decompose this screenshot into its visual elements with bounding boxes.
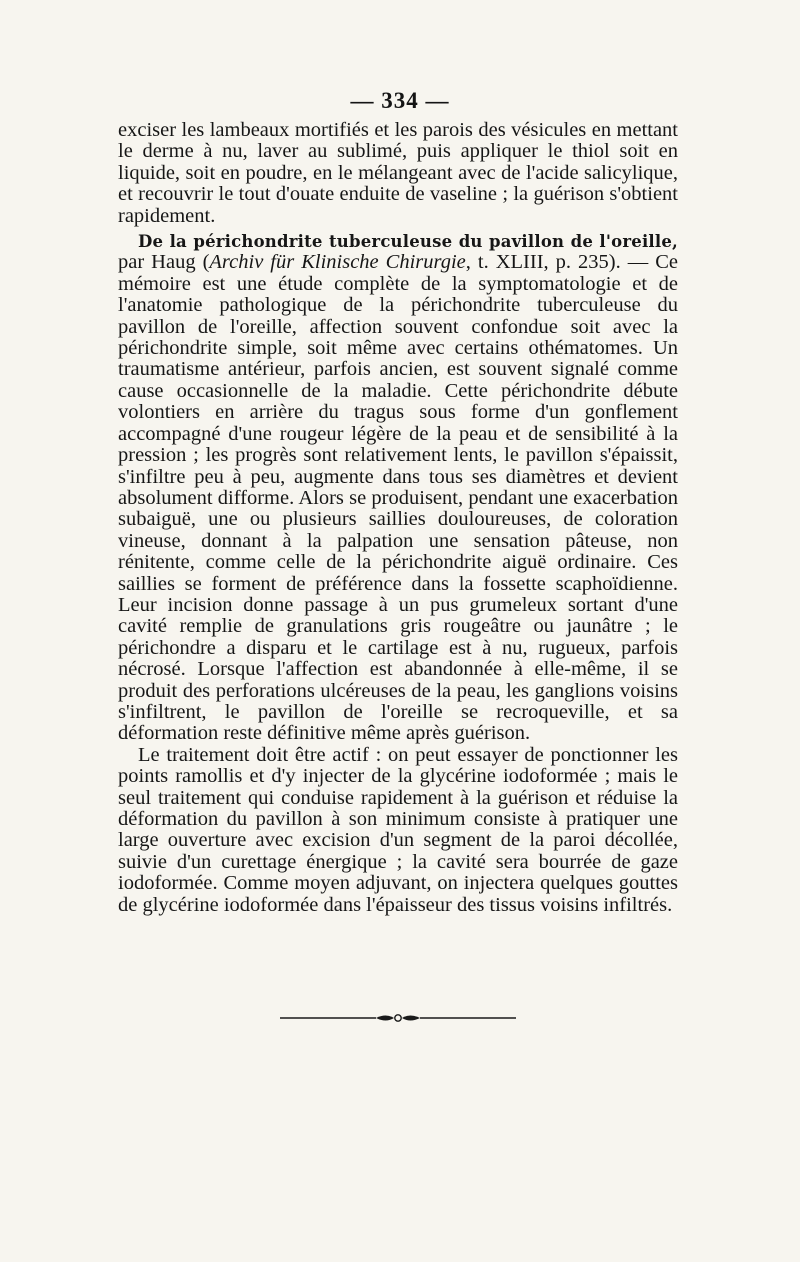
paragraph-continuation: exciser les lambeaux mortifiés et les parois des vésicules en mettant le derme à nu, laver au sublimé, puis appliquer le thiol soit en liquide, soit en poudre, en le mélangeant avec de l'acide salicylique, et recouvrir le tout d'ouate enduite de vaseline ; la guérison s'obtient rapidement. [118, 119, 678, 227]
ornamental-rule [280, 1010, 516, 1026]
journal-title: Archiv für Klinische Chirurgie [209, 251, 466, 274]
article-paragraph [118, 231, 678, 745]
article-body: — Ce mémoire est une étude complète de la symptomatologie et de l'anatomie pathologique de la périchondrite tuberculeuse du pavillon de l'oreille, affection souvent confondue soit avec la périchondrite simple, soit même avec certains othématomes. Un traumatisme antérieur, parfois ancien, est souvent signalé comme cause occasionnelle de la maladie. Cette périchondrite débute volontiers en arrière du tragus sous forme d'un gonflement accompagné d'une rougeur légère de la peau et de sensibilité à la pression ; les progrès sont relativement lents, le pavillon s'épaissit, s'infiltre peu à peu, augmente dans tous ses diamètres et devient absolument difforme. Alors se produisent, pendant une exacerbation subaiguë, une ou plusieurs saillies douloureuses, de coloration vineuse, donnant à la palpation une sensation pâteuse, non rénitente, comme celle de la périchondrite aiguë ordinaire. Ces saillies se forment de préférence dans la fossette scaphoïdienne. Leur incision donne passage à un pus grumeleux sortant d'une cavité remplie de granulations gris rougeâtre ou jaunâtre ; le périchondre a disparu et le cartilage est à nu, rugueux, parfois nécrosé. Lorsque l'affection est abandonnée à elle-même, il se produit des perforations ulcéreuses de la peau, les ganglions voisins s'infiltrent, le pavillon de l'oreille se recroqueville, et sa déformation reste définitive même après guérison. [118, 251, 678, 745]
divider-ornament-icon [280, 1010, 516, 1026]
page-number: — 334 — [350, 88, 450, 113]
citation-suffix: , t. XLIII, p. 235). [465, 251, 621, 274]
treatment-paragraph: Le traitement doit être actif : on peut essayer de ponctionner les points ramollis et d'y injecter de la glycérine iodoformée ; mais le seul traitement qui conduise rapidement à la guérison et réduise la déformation du pavillon à son minimum consiste à pratiquer une large ouverture avec excision d'un segment de la paroi décollée, suivie d'un curettage énergique ; la cavité sera bourrée de gaze iodoformée. Comme moyen adjuvant, on injectera quelques gouttes de glycérine iodoformée dans l'épaisseur des tissus voisins infiltrés. [118, 743, 678, 916]
author-prefix: par Haug ( [118, 251, 210, 274]
article-title: De la périchondrite tuberculeuse du pavillon de l'oreille, [138, 232, 678, 252]
body-text [118, 120, 678, 916]
